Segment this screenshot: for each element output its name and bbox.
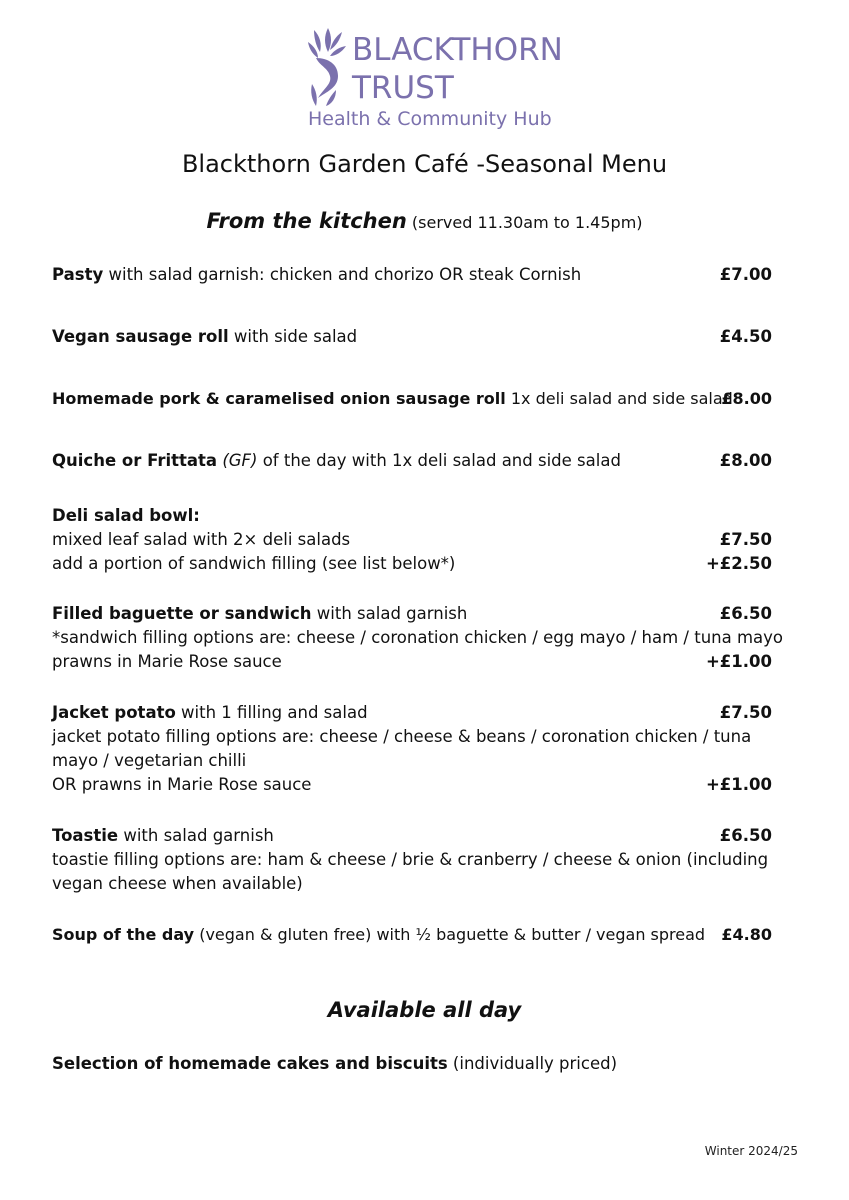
menu-title: Blackthorn Garden Café -Seasonal Menu (181, 150, 668, 178)
kitchen-heading: From the kitchen (206, 209, 407, 233)
item-name: Jacket potato (52, 703, 176, 722)
prawn-option-price: +£1.00 (705, 652, 772, 671)
item-name: Vegan sausage roll (52, 327, 229, 346)
deli-filling-price: +£2.50 (705, 554, 772, 573)
menu-item-cakes (52, 1052, 772, 1076)
jacket-prawn-option: OR prawns in Marie Rose sauce (52, 775, 312, 794)
menu-item-vegan-sausage-roll (52, 325, 772, 349)
item-desc: of the day with 1x deli salad and side salad (257, 451, 621, 470)
item-price: £7.50 (719, 703, 772, 722)
item-name: Deli salad bowl: (52, 506, 200, 525)
item-price: £8.00 (719, 451, 772, 470)
item-name: Soup of the day (52, 925, 195, 944)
blackthorn-trust-logo (306, 28, 563, 134)
item-desc: with side salad (228, 327, 358, 346)
gluten-free-tag: (GF) (222, 451, 258, 470)
jacket-prawn-price: +£1.00 (705, 775, 772, 794)
menu-item-quiche (52, 449, 772, 473)
menu-item-baguette-sandwich (52, 602, 784, 674)
item-desc: with salad garnish: chicken and chorizo OR steak Cornish (103, 265, 582, 284)
item-desc: (vegan & gluten free) with ½ baguette & butter / vegan spread (194, 925, 706, 944)
season-footer: Winter 2024/25 (704, 1144, 798, 1158)
leaf-logo-icon (306, 28, 350, 108)
item-desc: with 1 filling and salad (175, 703, 368, 722)
item-price: £8.00 (721, 389, 772, 408)
item-name: Homemade pork & caramelised onion sausage roll (52, 389, 506, 408)
item-name: Quiche or Frittata (52, 451, 218, 470)
item-price: £4.80 (721, 925, 772, 944)
deli-option-base: mixed leaf salad with 2× deli salads (52, 530, 351, 549)
sandwich-filling-options: *sandwich filling options are: cheese / coronation chicken / egg mayo / ham / tuna mayo (52, 628, 784, 647)
item-name: Pasty (52, 265, 104, 284)
item-name: Selection of homemade cakes and biscuits (52, 1054, 448, 1073)
menu-item-pork-sausage-roll (52, 387, 772, 411)
kitchen-section-heading (0, 209, 849, 233)
kitchen-hours-note: (served 11.30am to 1.45pm) (411, 213, 643, 232)
logo-line-2: TRUST (352, 70, 454, 106)
prawn-option: prawns in Marie Rose sauce (52, 652, 282, 671)
jacket-filling-options: jacket potato filling options are: cheese / cheese & beans / coronation chicken / tuna mayo / vegetarian chilli (52, 727, 752, 770)
allday-section-heading (0, 998, 849, 1022)
item-price: £6.50 (719, 826, 772, 845)
menu-item-toastie (52, 824, 772, 896)
deli-option-filling: add a portion of sandwich filling (see list below*) (52, 554, 456, 573)
item-price: £4.50 (719, 327, 772, 346)
menu-item-pasty (52, 263, 772, 287)
menu-item-jacket-potato (52, 701, 772, 797)
item-price: £7.00 (719, 265, 772, 284)
toastie-filling-options: toastie filling options are: ham & cheese / brie & cranberry / cheese & onion (including vegan cheese when available) (52, 850, 769, 893)
allday-heading: Available all day (327, 998, 522, 1022)
item-name: Filled baguette or sandwich (52, 604, 312, 623)
item-price: £6.50 (719, 604, 772, 623)
deli-base-price: £7.50 (719, 530, 772, 549)
logo-tagline: Health & Community Hub (308, 108, 552, 130)
item-desc: (individually priced) (447, 1054, 618, 1073)
item-desc: 1x deli salad and side salad (505, 389, 733, 408)
item-desc: with salad garnish (311, 604, 468, 623)
menu-item-soup (52, 923, 772, 947)
item-desc: with salad garnish (118, 826, 274, 845)
item-name: Toastie (52, 826, 119, 845)
menu-item-deli-salad-bowl (52, 504, 772, 576)
logo-line-1: BLACKTHORN (352, 32, 563, 68)
